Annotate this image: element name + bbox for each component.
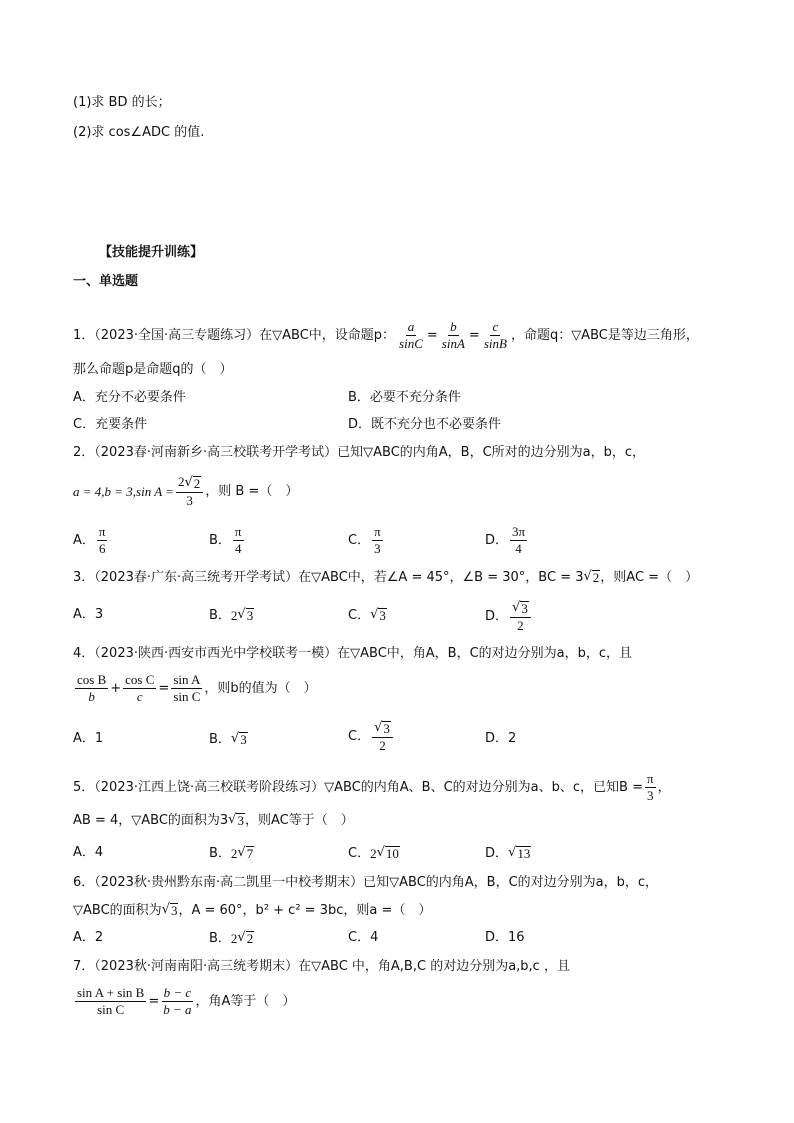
p4-option-d[interactable]: D．2 [485, 731, 517, 746]
p3-option-b[interactable]: B． 2 √ 3 [209, 607, 254, 623]
p6-option-d[interactable]: D．16 [485, 930, 525, 945]
problem-1-line2: 那么命题p是命题q的（ ） [73, 362, 233, 377]
p3-option-a[interactable]: A．3 [73, 607, 104, 622]
problem-4-equation: $\frac{\text{cos B}}{b}$ + $\frac{\text{cos C}}{c}$ = $\frac{\text{sin A}}{\text{sin C}}$ ，则b的值为（ ） [77, 672, 317, 705]
p1-post: ，命题q：▽ABC是等边三角形， [510, 328, 699, 344]
p3-option-d[interactable]: D． √ 3 2 [485, 600, 533, 633]
p2-sinA-fraction: 2 √ 2 3 [176, 475, 203, 508]
problem-6-line2: ▽ABC的面积为 √ 3 ，A = 60°，b² + c² = 3bc，则a =（ ） [73, 902, 432, 918]
problem-2-statement: 2．（2023春·河南新乡·高三校联考开学考试）已知▽ABC的内角A，B，C所对的边分别为a，b，c， [73, 445, 646, 460]
p1-option-b[interactable]: B．必要不充分条件 [348, 390, 461, 405]
problem-2-condition: a = 4,b = 3,sin A = 2 √ 2 3 ，则 B =（ ） [73, 474, 299, 508]
problem-4-statement: 4．（2023·陕西·西安市西光中学校联考一模）在▽ABC中，角A，B，C的对边分别为a，b，c，且 [73, 646, 633, 661]
p4-option-c[interactable]: C． √ 3 2 [348, 720, 395, 753]
problem-7-statement: 7．（2023秋·河南南阳·高三统考期末）在▽ABC 中，角A,B,C 的对边分别为a,b,c ，且 [73, 959, 570, 974]
p5-option-d[interactable]: D． √ 13 [485, 845, 531, 861]
problem-1-statement: 1．（2023·全国·高三专题练习）在▽ABC中，设命题p： $\frac{a}{\sin C}$ = $\frac{b}{\sin A}$ = $\frac{c}{\sin B}$ ，命题q：▽ABC是等边三角形， [73, 319, 699, 352]
subquestion-2: (2)求 cos∠ADC 的值. [73, 125, 205, 140]
section-title: 【技能提升训练】 [99, 245, 204, 260]
p1-fraction-2: $\frac{b}{\sin A}$ [441, 319, 465, 352]
p1-fraction-1: $\frac{a}{\sin C}$ [399, 319, 423, 352]
p1-option-d[interactable]: D．既不充分也不必要条件 [348, 417, 502, 432]
p4-option-a[interactable]: A．1 [73, 731, 104, 746]
p4-fraction-2: $\frac{\text{cos C}}{c}$ [125, 672, 155, 705]
p4-fraction-1: $\frac{\text{cos B}}{b}$ [77, 672, 107, 705]
p6-option-a[interactable]: A．2 [73, 930, 104, 945]
section-heading: 一、单选题 [73, 274, 139, 289]
p2-option-b[interactable]: B． $\frac{\pi}{4}$ [209, 524, 242, 557]
p6-option-c[interactable]: C．4 [348, 930, 379, 945]
p2-option-d[interactable]: D． $\frac{3\pi}{4}$ [485, 524, 526, 557]
problem-5-statement: 5．（2023·江西上饶·高三校联考阶段练习）▽ABC的内角A、B、C的对边分别为a、b、c，已知B = $\frac{\pi}{3}$ ， [73, 771, 671, 804]
p7-fraction-1: $\frac{\text{sin A + sin B}}{\text{sin C}}$ [77, 985, 145, 1018]
p4-fraction-3: $\frac{\text{sin A}}{\text{sin C}}$ [173, 672, 201, 705]
p2-option-c[interactable]: C． $\frac{\pi}{3}$ [348, 524, 381, 557]
p5-option-c[interactable]: C． 2 √ 10 [348, 845, 399, 861]
p1-option-a[interactable]: A．充分不必要条件 [73, 390, 186, 405]
p1-pre: 1．（2023·全国·高三专题练习）在▽ABC中，设命题p： [73, 328, 396, 344]
subquestion-1: (1)求 BD 的长； [73, 95, 171, 110]
p3-option-c[interactable]: C． √ 3 [348, 607, 386, 623]
p2-option-a[interactable]: A． $\frac{\pi}{6}$ [73, 524, 106, 557]
p1-option-c[interactable]: C．充要条件 [73, 417, 148, 432]
p1-fraction-3: $\frac{c}{\sin B}$ [483, 319, 507, 352]
problem-5-line2: AB = 4，▽ABC的面积为3 √ 3 ，则AC等于（ ） [73, 812, 354, 828]
p5-option-a[interactable]: A．4 [73, 845, 104, 860]
p6-option-b[interactable]: B． 2 √ 2 [209, 930, 254, 946]
problem-6-statement: 6．（2023秋·贵州黔东南·高二凯里一中校考期末）已知▽ABC的内角A，B，C的对边分别为a，b，c， [73, 875, 659, 890]
problem-3-statement: 3．（2023春·广东·高三统考开学考试）在▽ABC中，若∠A = 45°，∠B = 30°，BC = 3 √ 2 ，则AC =（ ） [73, 569, 699, 585]
problem-7-equation: $\frac{\text{sin A + sin B}}{\text{sin C}}$ = $\frac{b - c}{b - a}$ ，角A等于（ ） [77, 985, 296, 1018]
p5-option-b[interactable]: B． 2 √ 7 [209, 845, 254, 861]
p4-option-b[interactable]: B． √ 3 [209, 731, 247, 747]
p7-fraction-2: $\frac{b - c}{b - a}$ [163, 985, 192, 1018]
